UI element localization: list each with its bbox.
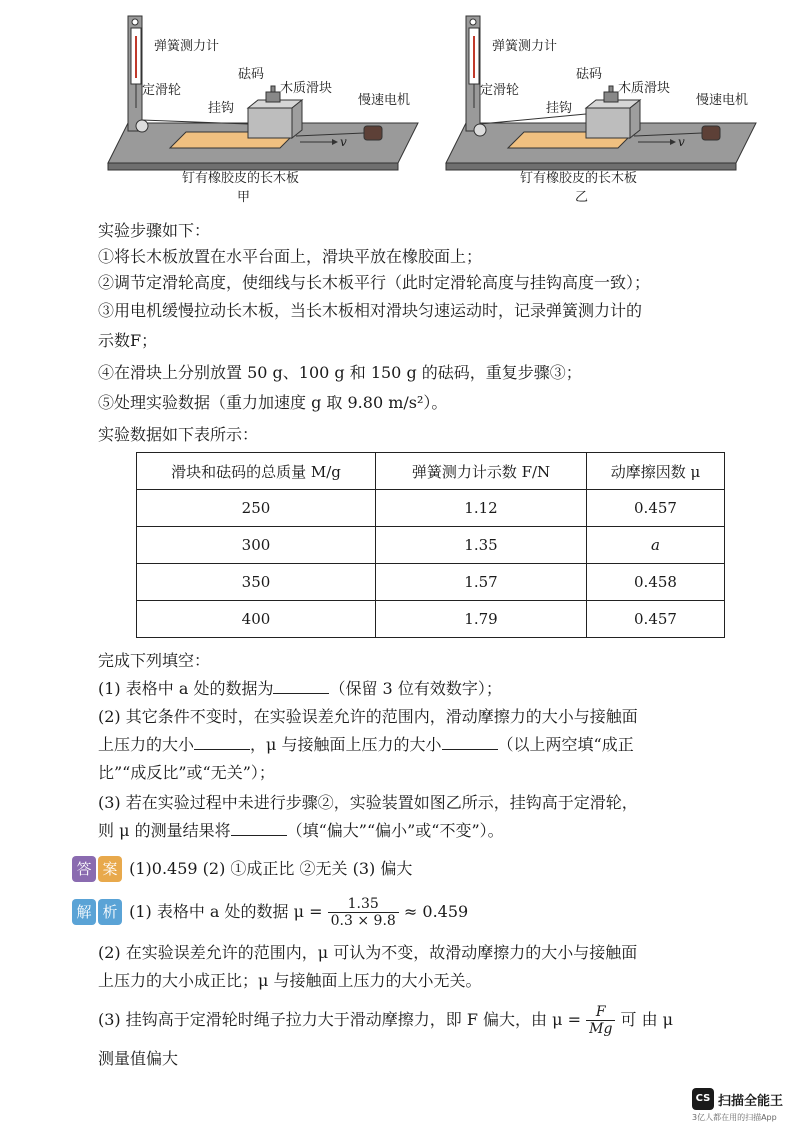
step-4: ④在滑块上分别放置 50 g、100 g 和 150 g 的砝码，重复步骤③； bbox=[98, 363, 582, 382]
board-label: 钉有橡胶皮的长木板 bbox=[520, 171, 638, 186]
scanner-watermark bbox=[692, 1088, 792, 1124]
figure-jia bbox=[100, 8, 420, 208]
cell-mass: 300 bbox=[137, 527, 376, 564]
velocity-label: v bbox=[678, 135, 685, 149]
answer-blank bbox=[231, 821, 287, 836]
table-row bbox=[137, 564, 725, 601]
spring-scale-label: 弹簧测力计 bbox=[492, 39, 558, 54]
data-table bbox=[136, 452, 725, 638]
table-row bbox=[137, 490, 725, 527]
header-mu: 动摩擦因数 μ bbox=[587, 453, 725, 490]
header-mass: 滑块和砝码的总质量 M/g bbox=[137, 453, 376, 490]
table-row bbox=[137, 601, 725, 638]
step-1: ①将长木板放置在水平台面上，滑块平放在橡胶面上； bbox=[98, 247, 483, 266]
block-label: 木质滑块 bbox=[280, 81, 333, 96]
answer-blank bbox=[442, 735, 498, 750]
header-force: 弹簧测力计示数 F/N bbox=[376, 453, 587, 490]
scanner-subtitle: 3亿人都在用的扫描App bbox=[692, 1113, 777, 1122]
answer-blank bbox=[273, 679, 329, 694]
spring-scale-label: 弹簧测力计 bbox=[154, 39, 220, 54]
block-label: 木质滑块 bbox=[618, 81, 671, 96]
analysis-line-1: 解 析 (1) 表格中 a 处的数据 μ = $\frac{1.35}{0.3 \times 9.8}$ ≈ 0.459 bbox=[72, 896, 468, 929]
weight-label: 砝码 bbox=[238, 67, 265, 82]
answer-blank bbox=[194, 735, 250, 750]
figure-caption: 甲 bbox=[237, 190, 251, 205]
apparatus-diagram-yi bbox=[438, 8, 758, 208]
questions-heading: 完成下列填空： bbox=[98, 651, 211, 670]
motor-label: 慢速电机 bbox=[358, 93, 411, 108]
apparatus-diagram-jia bbox=[100, 8, 420, 208]
cell-mu: a bbox=[587, 527, 725, 564]
answer-badge: 答 bbox=[72, 856, 96, 882]
analysis-badge: 析 bbox=[98, 899, 122, 925]
board-label: 钉有橡胶皮的长木板 bbox=[182, 171, 300, 186]
question-1: (1) 表格中 a 处的数据为 （保留 3 位有效数字）； bbox=[98, 679, 502, 698]
fraction: $\frac{1.35}{0.3 \times 9.8}$ bbox=[328, 896, 399, 929]
cell-mass: 350 bbox=[137, 564, 376, 601]
analysis-line-3: (3) 挂钩高于定滑轮时绳子拉力大于滑动摩擦力，即 F 偏大，由 μ = $\frac{F}{Mg}$ 可 由 μ bbox=[98, 1004, 674, 1037]
table-row bbox=[137, 527, 725, 564]
figure-yi bbox=[438, 8, 758, 208]
cell-force: 1.57 bbox=[376, 564, 587, 601]
pulley-label: 定滑轮 bbox=[480, 83, 520, 98]
cell-mass: 400 bbox=[137, 601, 376, 638]
figure-caption: 乙 bbox=[575, 190, 589, 205]
step-5: ⑤处理实验数据（重力加速度 g 取 9.80 m/s²）。 bbox=[98, 393, 448, 412]
cell-mass: 250 bbox=[137, 490, 376, 527]
steps-heading: 实验步骤如下： bbox=[98, 221, 211, 240]
hook-label: 挂钩 bbox=[208, 101, 235, 116]
answer-text: (1)0.459 (2) ①成正比 ②无关 (3) 偏大 bbox=[129, 859, 413, 878]
analysis-line-2-cont: 上压力的大小成正比；μ 与接触面上压力的大小无关。 bbox=[98, 971, 482, 990]
analysis-line-2: (2) 在实验误差允许的范围内，μ 可认为不变，故滑动摩擦力的大小与接触面 bbox=[98, 943, 638, 962]
cell-mu: 0.457 bbox=[587, 490, 725, 527]
scanner-logo-icon: CS bbox=[692, 1088, 714, 1110]
question-2: (2) 其它条件不变时，在实验误差允许的范围内，滑动摩擦力的大小与接触面 bbox=[98, 707, 638, 726]
step-3: ③用电机缓慢拉动长木板，当长木板相对滑块匀速运动时，记录弹簧测力计的 bbox=[98, 301, 643, 320]
cell-force: 1.35 bbox=[376, 527, 587, 564]
step-3-cont: 示数F； bbox=[98, 331, 158, 350]
table-header-row bbox=[137, 453, 725, 490]
velocity-label: v bbox=[340, 135, 347, 149]
weight-label: 砝码 bbox=[576, 67, 603, 82]
question-2-cont2: 比”“成反比”或“无关”）； bbox=[98, 763, 275, 782]
answer-section bbox=[72, 856, 412, 882]
hook-label: 挂钩 bbox=[546, 101, 573, 116]
question-2-cont: 上压力的大小 ，μ 与接触面上压力的大小 （以上两空填“成正 bbox=[98, 735, 634, 754]
table-intro: 实验数据如下表所示： bbox=[98, 425, 259, 444]
analysis-badge: 解 bbox=[72, 899, 96, 925]
pulley-label: 定滑轮 bbox=[142, 83, 182, 98]
cell-mu: 0.457 bbox=[587, 601, 725, 638]
step-2: ②调节定滑轮高度，使细线与长木板平行（此时定滑轮高度与挂钩高度一致）； bbox=[98, 273, 651, 292]
analysis-line-3-cont: 测量值偏大 bbox=[98, 1049, 179, 1068]
cell-force: 1.79 bbox=[376, 601, 587, 638]
answer-badge: 案 bbox=[98, 856, 122, 882]
question-3: (3) 若在实验过程中未进行步骤②，实验装置如图乙所示，挂钩高于定滑轮， bbox=[98, 793, 638, 812]
fraction: $\frac{F}{Mg}$ bbox=[586, 1004, 615, 1037]
cell-mu: 0.458 bbox=[587, 564, 725, 601]
motor-label: 慢速电机 bbox=[696, 93, 749, 108]
scanner-title: 扫描全能王 bbox=[718, 1094, 784, 1109]
cell-force: 1.12 bbox=[376, 490, 587, 527]
question-3-cont: 则 μ 的测量结果将 （填“偏大”“偏小”或“不变”）。 bbox=[98, 821, 504, 840]
